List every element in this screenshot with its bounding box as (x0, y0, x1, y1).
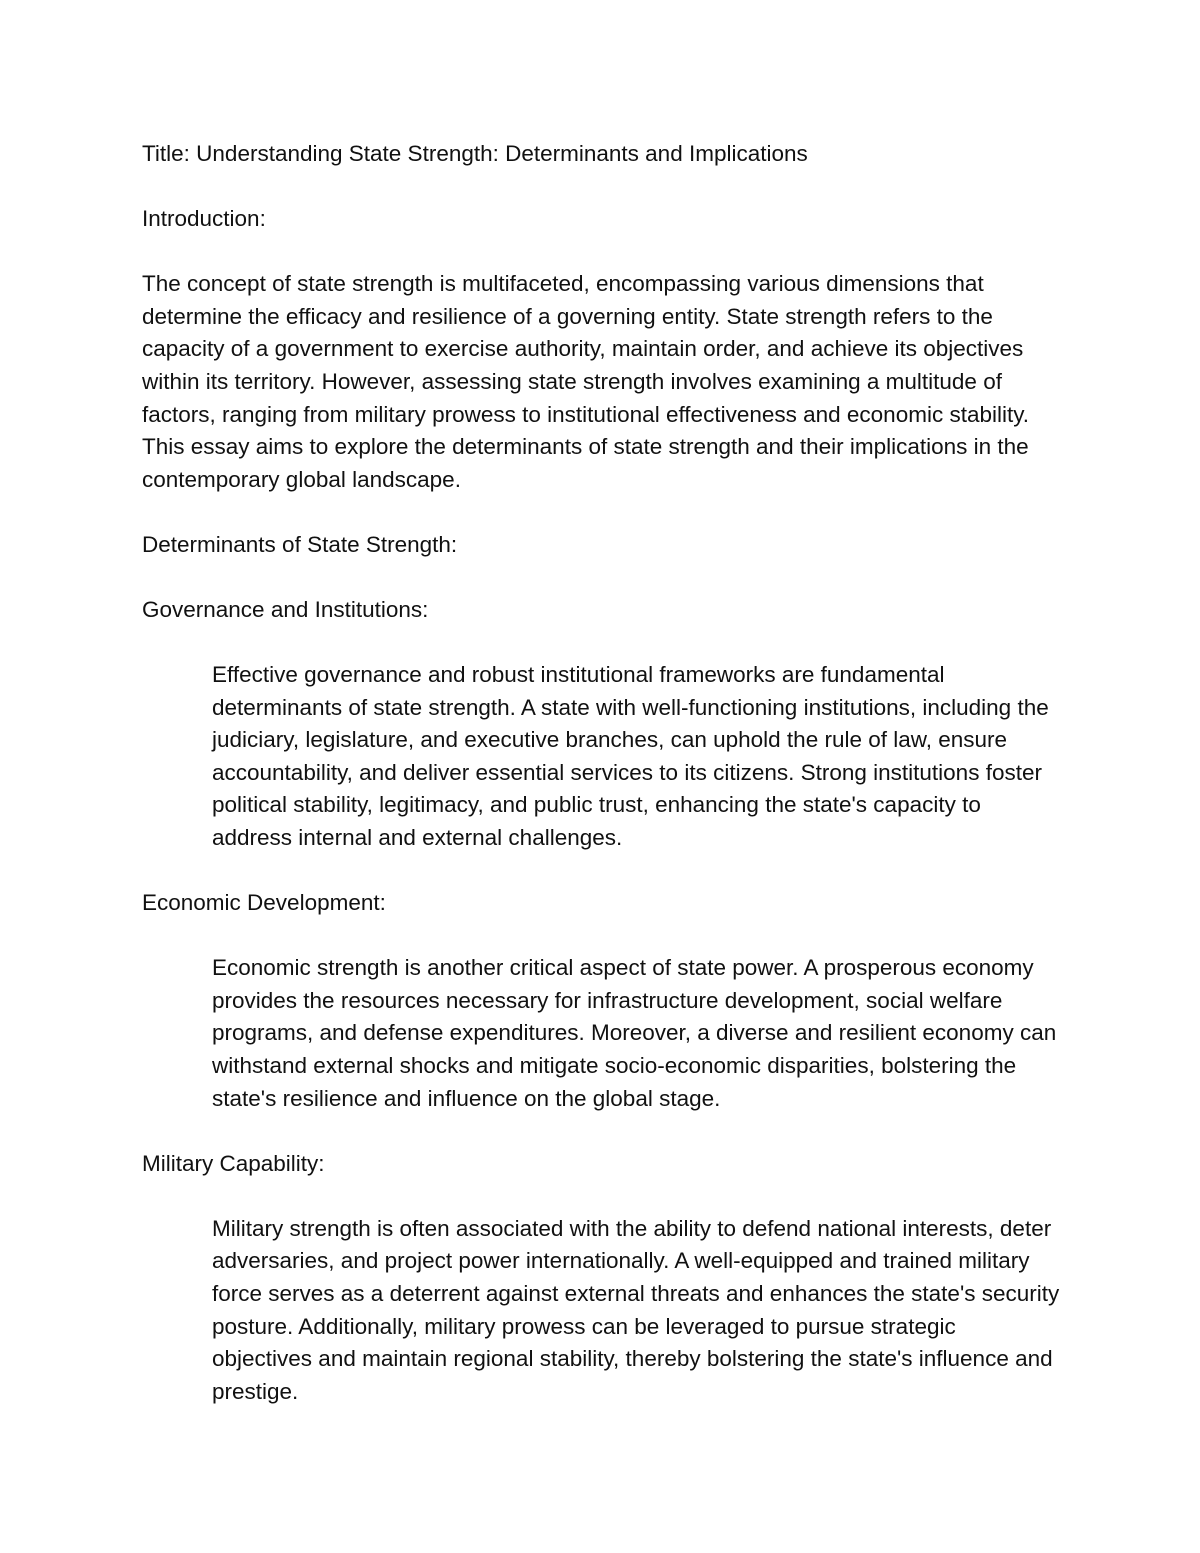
section-body-military: Military strength is often associated with the ability to defend national interests, deter adversaries, and project power internationally. A well-equipped and trained military force serves as a deterrent against external threats and enhances the state's security posture. Additionally, military prowess can be leveraged to pursue strategic objectives and maintain regional stability, thereby bolstering the state's influence and prestige. (212, 1215, 1060, 1404)
intro-paragraph: The concept of state strength is multifaceted, encompassing various dimensions that determine the efficacy and resilience of a governing entity. State strength refers to the capacity of a government to exercise authority, maintain order, and achieve its objectives within its territory. However, assessing state strength involves examining a multitude of factors, ranging from military prowess to institutional effectiveness and economic stability. This essay aims to explore the determinants of state strength and their implications in the contemporary global landscape. (142, 271, 1030, 492)
section-heading-governance: Governance and Institutions: (142, 596, 429, 622)
determinants-heading: Determinants of State Strength: (142, 531, 458, 557)
document-title: Title: Understanding State Strength: Determinants and Implications (142, 141, 808, 166)
section-body-economic: Economic strength is another critical aspect of state power. A prosperous economy provides the resources necessary for infrastructure development, social welfare programs, and defense expenditures. Moreover, a diverse and resilient economy can withstand external shocks and mitigate socio-economic disparities, bolstering the state's resilience and influence on the global stage. (212, 955, 1057, 1111)
document-body (142, 138, 1072, 1441)
section-heading-economic: Economic Development: (142, 890, 386, 916)
section-body-governance: Effective governance and robust institutional frameworks are fundamental determinants of state strength. A state with well-functioning institutions, including the judiciary, legislature, and executive branches, can uphold the rule of law, ensure accountability, and deliver essential services to its citizens. Strong institutions foster political stability, legitimacy, and public trust, enhancing the state's capacity to address internal and external challenges. (212, 662, 1049, 850)
section-heading-military: Military Capability: (142, 1150, 325, 1176)
intro-heading: Introduction: (142, 206, 266, 232)
